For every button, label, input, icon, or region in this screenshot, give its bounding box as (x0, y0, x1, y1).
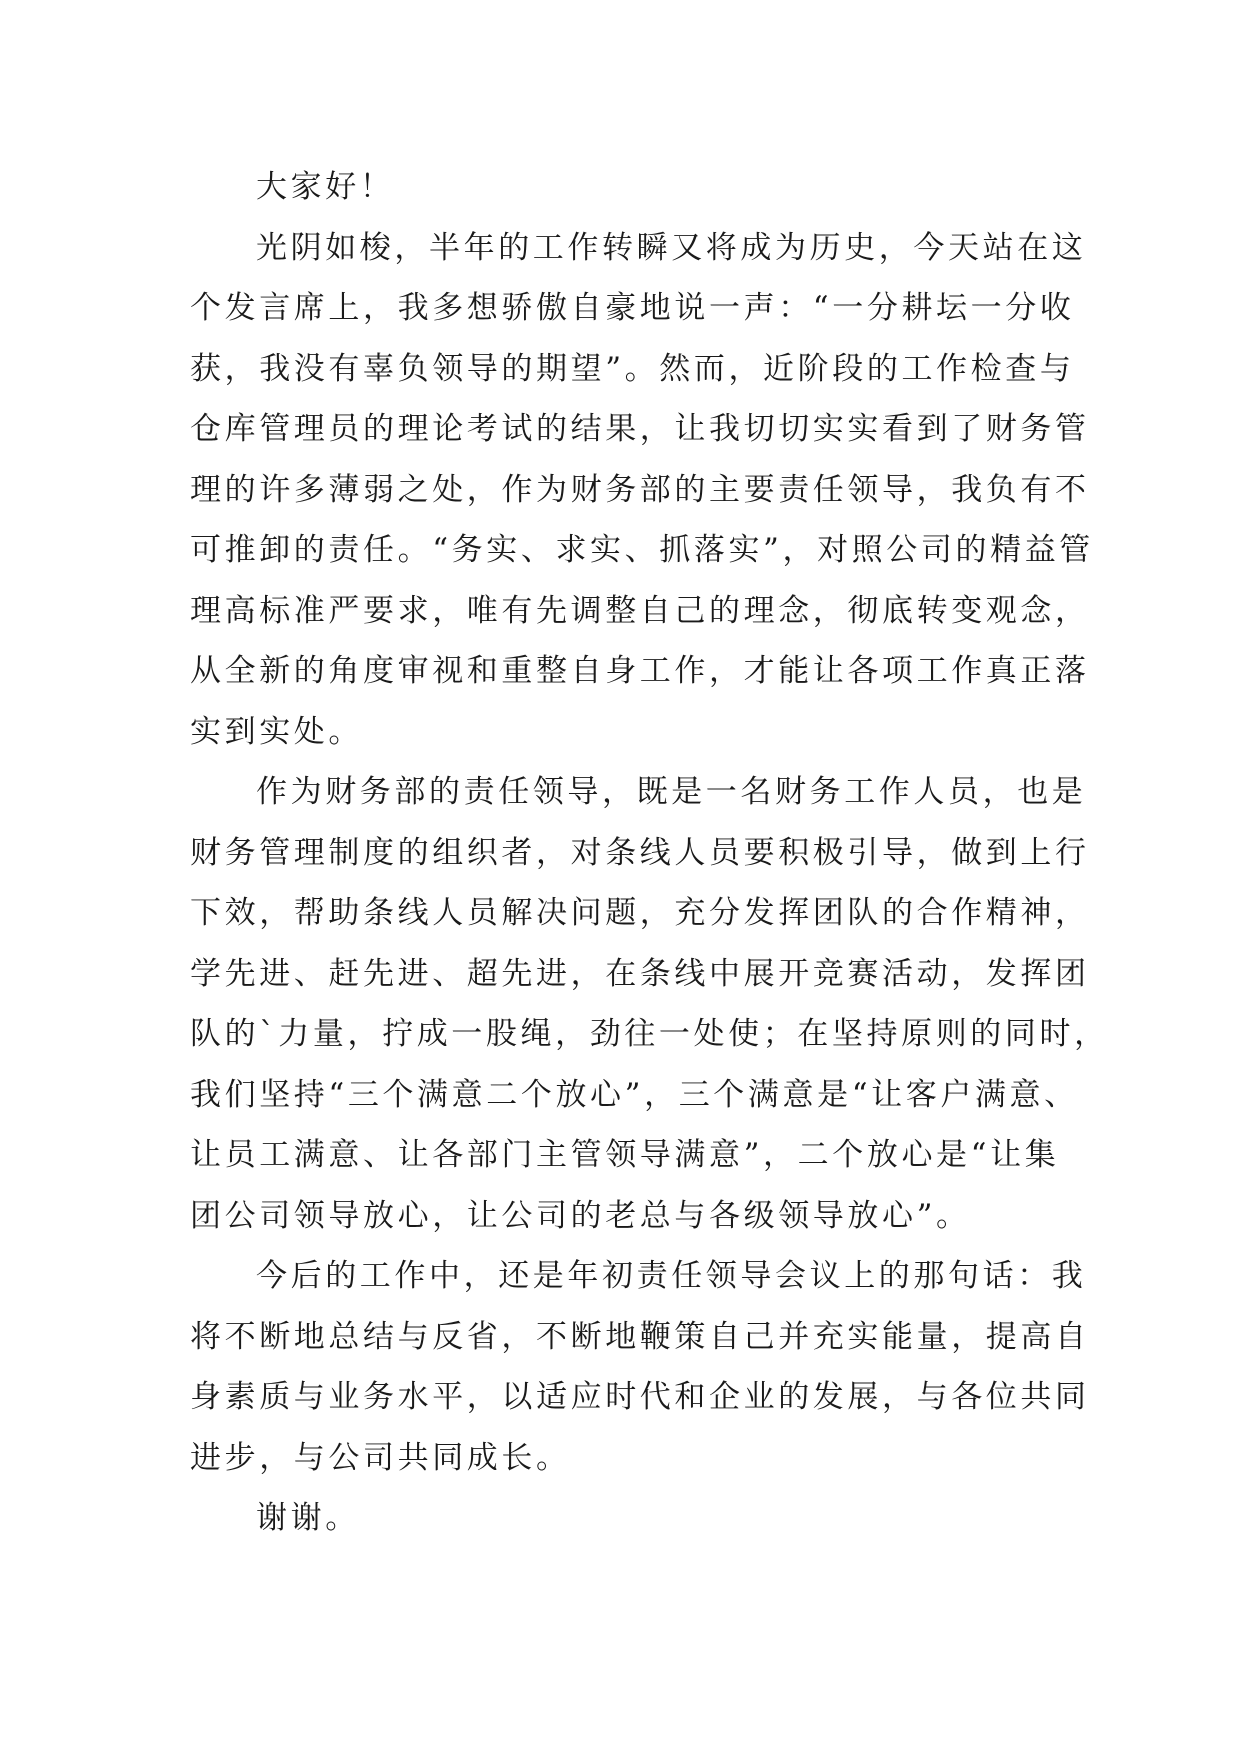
paragraph-1-line-2: 个发言席上，我多想骄傲自豪地说一声：“一分耕坛一分收 (190, 290, 1075, 326)
paragraph-1-line-1: 光阴如梭，半年的工作转瞬又将成为历史，今天站在这 (256, 229, 1087, 266)
paragraph-1-line-9: 实到实处。 (190, 713, 363, 750)
paragraph-3-line-4: 进步，与公司共同成长。 (190, 1439, 571, 1476)
paragraph-2-line-5: 队的`力量，拧成一股绳，劲往一处使；在坚持原则的同时， (190, 1016, 1109, 1052)
paragraph-1-line-4: 仓库管理员的理论考试的结果，让我切切实实看到了财务管 (190, 411, 1090, 447)
paragraph-2-line-4: 学先进、赶先进、超先进，在条线中展开竞赛活动，发挥团 (190, 955, 1090, 992)
greeting-line: 大家好！ (256, 169, 395, 205)
paragraph-1-line-3: 获，我没有辜负领导的期望”。然而，近阶段的工作检查与 (190, 350, 1075, 387)
paragraph-2-line-1: 作为财务部的责任领导，既是一名财务工作人员，也是 (256, 774, 1087, 810)
paragraph-2-line-3: 下效，帮助条线人员解决问题，充分发挥团队的合作精神， (190, 895, 1090, 931)
paragraph-3-line-2: 将不断地总结与反省，不断地鞭策自己并充实能量，提高自 (190, 1318, 1090, 1355)
paragraph-2-line-8: 团公司领导放心，让公司的老总与各级领导放心”。 (190, 1197, 971, 1234)
paragraph-3-line-1: 今后的工作中，还是年初责任领导会议上的那句话：我 (256, 1258, 1087, 1294)
paragraph-3-line-3: 身素质与业务水平，以适应时代和企业的发展，与各位共同 (190, 1379, 1090, 1415)
paragraph-1-line-8: 从全新的角度审视和重整自身工作，才能让各项工作真正落 (190, 653, 1090, 689)
paragraph-2-line-7: 让员工满意、让各部门主管领导满意”，二个放心是“让集 (190, 1137, 1060, 1173)
closing-line: 谢谢。 (256, 1500, 360, 1536)
paragraph-1-line-5: 理的许多薄弱之处，作为财务部的主要责任领导，我负有不 (190, 471, 1090, 508)
paragraph-2-line-6: 我们坚持“三个满意二个放心”，三个满意是“让客户满意、 (190, 1076, 1079, 1113)
paragraph-2-line-2: 财务管理制度的组织者，对条线人员要积极引导，做到上行 (190, 834, 1090, 871)
paragraph-1-line-6: 可推卸的责任。“务实、求实、抓落实”，对照公司的精益管 (190, 532, 1094, 568)
document-body (190, 157, 1109, 1549)
paragraph-1-line-7: 理高标准严要求，唯有先调整自己的理念，彻底转变观念， (190, 592, 1090, 629)
